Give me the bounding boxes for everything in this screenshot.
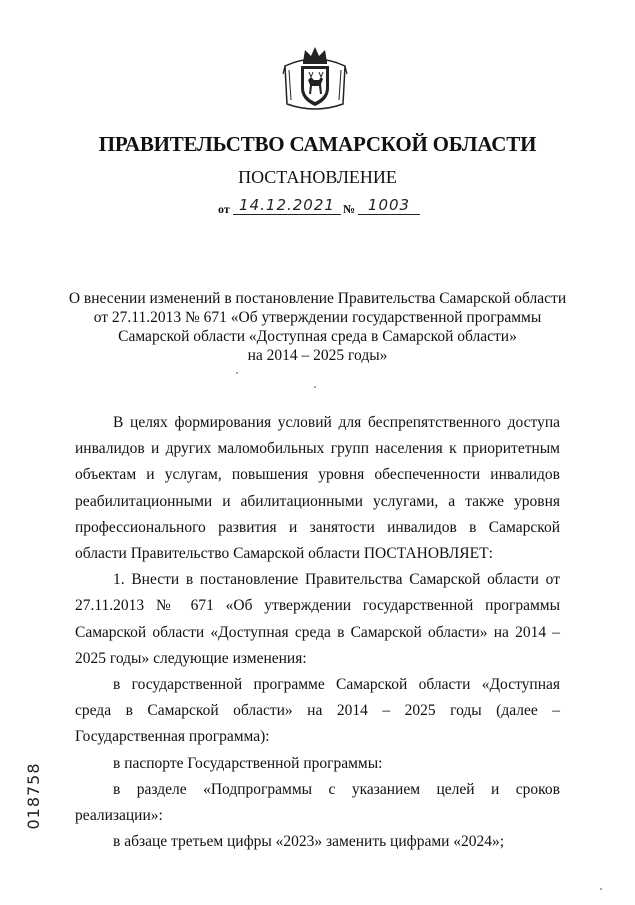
body-paragraph: в государственной программе Самарской области «Доступная среда в Самарской области» на 2014 – 2025 годы (далее – Государственная программа): [75,676,560,746]
body-paragraph: В целях формирования условий для беспрепятственного доступа инвалидов и других маломобильных групп населения к приоритетным объектам и услугам, повышения уровня обеспеченности инвалидов реабилитационными и абилитационными услугами, а также уровня профессионального развития и занятости инвалидов в Самарской области Правительство Самарской области ПОСТАНОВЛЯЕТ: [75,414,560,563]
body-paragraph: в паспорте Государственной программы: [113,754,383,772]
scan-speck [236,372,238,374]
serial-number-stamp: 018758 [23,762,43,830]
date-value: 14.12.2021 [233,196,341,215]
body-paragraph: в абзаце третьем цифры «2023» заменить цифрами «2024»; [113,833,505,851]
subject-line: на 2014 – 2025 годы» [247,347,388,364]
date-label: от [218,202,230,216]
date-number-line [0,196,635,220]
number-label: № [343,202,356,216]
subject-line: Самарской области «Доступная среда в Самарской области» [118,328,517,345]
subject-line: О внесении изменений в постановление Правительства Самарской области [68,290,567,307]
organization-title: ПРАВИТЕЛЬСТВО САМАРСКОЙ ОБЛАСТИ [98,132,537,156]
document-subject [60,289,575,365]
scan-speck [600,888,602,890]
number-value: 1003 [358,196,420,215]
coat-of-arms-emblem [281,44,349,114]
body-paragraph: 1. Внести в постановление Правительства Самарской области от 27.11.2013 № 671 «Об утверждении государственной программы Самарской области «Доступная среда в Самарской области» на 2014 – 2025 годы» следующие изменения: [75,571,560,667]
document-type: ПОСТАНОВЛЕНИЕ [238,167,397,187]
subject-line: от 27.11.2013 № 671 «Об утверждении государственной программы [93,309,542,326]
document-body [75,410,560,855]
scan-speck [314,386,316,388]
body-paragraph: в разделе «Подпрограммы с указанием целей и сроков реализации»: [75,780,560,825]
